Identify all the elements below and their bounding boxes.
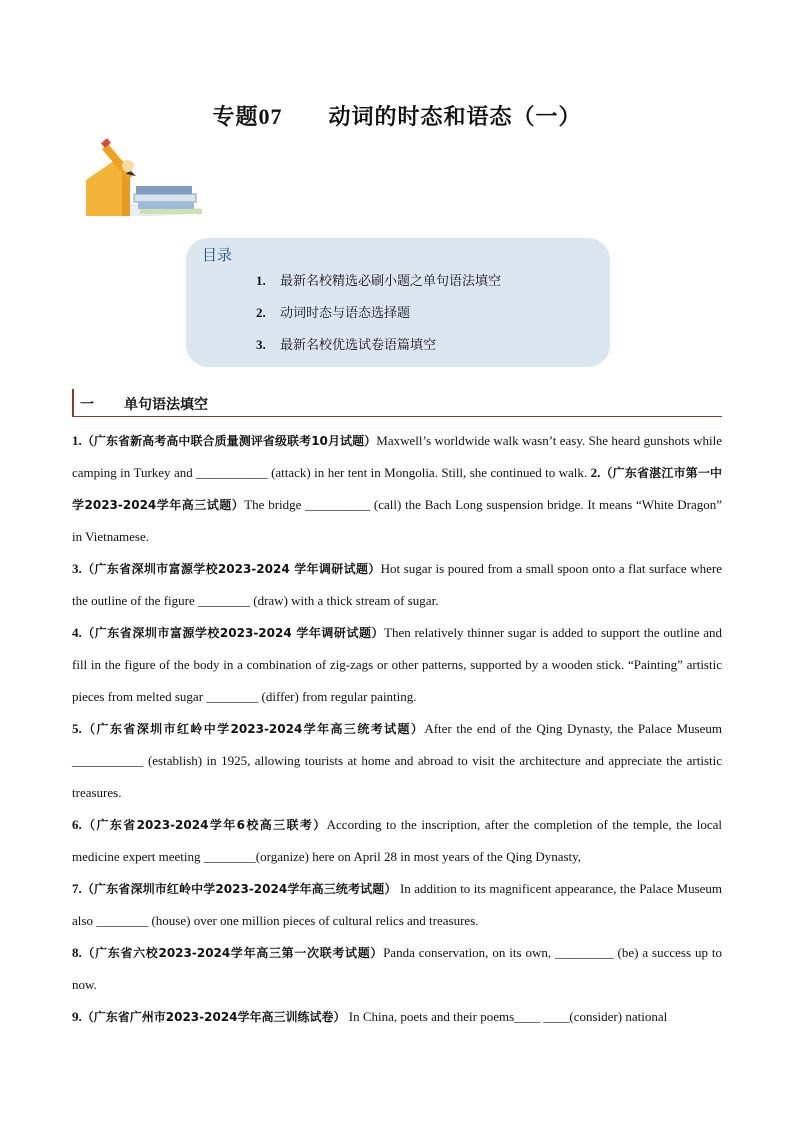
question-number: 9.	[72, 1009, 82, 1024]
answer-blank: ___________	[196, 465, 268, 480]
toc-item	[256, 270, 501, 289]
answer-blank: ________	[206, 689, 259, 704]
question-number: 3.	[72, 561, 82, 576]
question-text: (organize) here on April 28 in most years of the Qing Dynasty,	[255, 849, 582, 864]
question-paragraph	[72, 1001, 722, 1033]
question-source: （广东省六校2023-2024学年高三第一次联考试题）	[81, 946, 384, 960]
question-text: (establish) in 1925, allowing tourists at home and abroad to visit the architecture and appreciate the artistic treasures.	[72, 753, 722, 800]
question-source: （广东省深圳市富源学校2023-2024 学年调研试题）	[81, 626, 384, 640]
toc-heading: 目录	[202, 246, 233, 264]
question-paragraph	[72, 873, 722, 937]
question-number: 8.	[72, 945, 82, 960]
answer-blank: __________	[305, 497, 371, 512]
question-paragraph	[72, 425, 722, 553]
question-source: （广东省广州市2023-2024学年高三训练试卷）	[81, 1010, 346, 1024]
page-title	[0, 100, 794, 131]
title-part2: 动词的时态和语态（一）	[328, 104, 582, 129]
question-text: (consider) national	[569, 1009, 668, 1024]
toc-item-label: 最新名校精选必刷小题之单句语法填空	[280, 274, 502, 289]
answer-blank: ________	[203, 849, 256, 864]
question-text: (house) over one million pieces of cultural relics and treasures.	[148, 913, 479, 928]
question-paragraph	[72, 713, 722, 809]
toc-item	[256, 302, 410, 321]
question-text: In addition to its magnificent appearance, the Palace Museum also	[72, 881, 723, 928]
toc-item-label: 动词时态与语态选择题	[280, 306, 411, 321]
section-header	[72, 389, 722, 417]
toc-item-number: 2.	[256, 305, 266, 320]
toc-item-number: 3.	[256, 337, 266, 352]
question-text: (attack) in her tent in Mongolia. Still, she continued to walk.	[267, 465, 591, 480]
section-number: 一	[80, 397, 94, 413]
question-source: （广东省2023-2024学年6校高三联考）	[81, 818, 327, 832]
question-paragraph	[72, 809, 722, 873]
answer-blank: _________	[555, 945, 614, 960]
question-paragraph	[72, 553, 722, 617]
question-text: After the end of the Qing Dynasty, the Palace Museum	[424, 721, 722, 736]
question-paragraph	[72, 937, 722, 1001]
question-source: （广东省新高考高中联合质量测评省级联考10月试题）	[81, 434, 377, 448]
question-number: 5.	[72, 721, 82, 736]
question-number: 7.	[72, 881, 82, 896]
question-text: (be) a success up to now.	[72, 945, 722, 992]
answer-blank: ____ ____	[514, 1009, 570, 1024]
toc-item-number: 1.	[256, 273, 266, 288]
question-number: 1.	[72, 433, 82, 448]
question-paragraph	[72, 617, 722, 713]
question-number: 2.	[590, 465, 601, 480]
table-of-contents	[186, 238, 610, 367]
question-text: Panda conservation, on its own,	[383, 945, 556, 960]
question-text: Then relatively thinner sugar is added to support the outline and fill in the figure of the body in a combination of zig-zags or other patterns, supported by a wooden stick. “Painting” artistic pieces from melted sugar	[72, 625, 722, 704]
question-text: According to the inscription, after the completion of the temple, the local medicine expert meeting	[72, 817, 722, 864]
question-text: (draw) with a thick stream of sugar.	[250, 593, 439, 608]
question-text: (differ) from regular painting.	[258, 689, 417, 704]
question-source: （广东省深圳市红岭中学2023-2024学年高三统考试题）	[81, 722, 425, 736]
question-source: （广东省深圳市红岭中学2023-2024学年高三统考试题）	[81, 882, 397, 896]
question-text: In China, poets and their poems	[345, 1009, 515, 1024]
question-number: 6.	[72, 817, 82, 832]
question-text: Maxwell’s worldwide walk wasn’t easy. She heard gunshots while camping in Turkey and	[72, 433, 723, 480]
question-source: （广东省湛江市第一中学2023-2024学年高三试题）	[72, 466, 722, 512]
question-text: (call) the Bach Long suspension bridge. It means “White Dragon” in Vietnamese.	[72, 497, 723, 544]
question-number: 4.	[72, 625, 82, 640]
answer-blank: ___________	[72, 753, 144, 768]
question-text: The bridge	[244, 497, 306, 512]
books-pencil-icon	[84, 136, 206, 218]
answer-blank: ________	[198, 593, 250, 608]
question-source: （广东省深圳市富源学校2023-2024 学年调研试题）	[81, 562, 381, 576]
question-list	[72, 425, 722, 1033]
toc-item-label: 最新名校优选试卷语篇填空	[280, 338, 437, 353]
toc-item	[256, 334, 436, 353]
title-part1: 专题07	[212, 104, 283, 129]
section-title: 单句语法填空	[124, 397, 208, 413]
answer-blank: ________	[96, 913, 149, 928]
question-text: Hot sugar is poured from a small spoon onto a flat surface where the outline of the figure	[72, 561, 722, 608]
